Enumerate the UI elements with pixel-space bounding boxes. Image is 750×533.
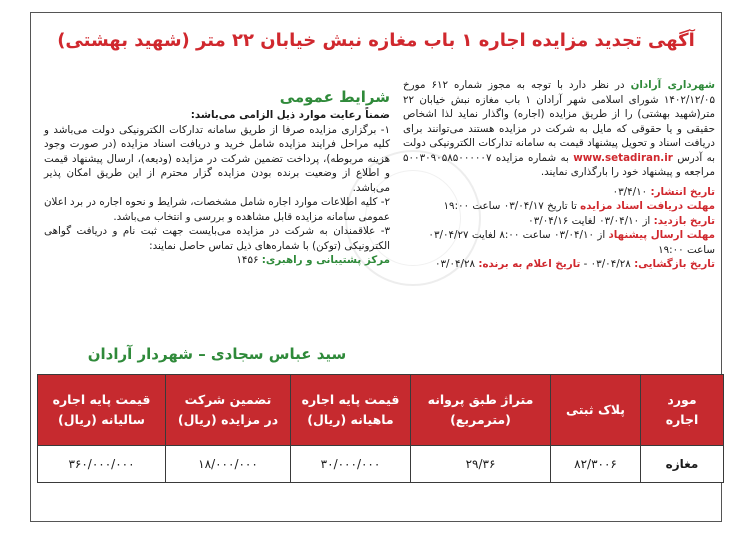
intro-text: در نظر دارد با توجه به مجوز شماره ۶۱۲ مورخ ۱۴۰۲/۱۲/۰۵ شورای اسلامی شهر آرادان ۱ باب مغازه نبش خیابان ۲۲ متر(شهید بهشتی) را از طریق مزایده (اجاره) واگذار نماید لذا اشخاص حقیقی و یا حقوقی که مایل به شرکت در مزایده هستند می‌توانند برای دریافت اسناد و تحویل پیشنهاد قیمت به سامانه تدارکات الکترونیکی دولت به آدرس (403, 79, 715, 164)
intro-paragraph (403, 78, 715, 180)
opening-value: ۰۳/۰۴/۲۸ (590, 258, 631, 270)
schedule-label: مهلت دریافت اسناد مزایده (580, 200, 715, 212)
mayor-signature: سید عباس سجادی – شهردار آرادان (87, 345, 347, 363)
column-header: مورد اجاره (641, 375, 724, 446)
ad-title: آگهی تجدید مزایده اجاره ۱ باب مغازه نبش خیابان ۲۲ متر (شهید بهشتی) (57, 30, 695, 51)
column-header: متراژ طبق پروانه (مترمربع) (411, 375, 551, 446)
schedule-value: از ۰۳/۰۴/۱۰ ساعت ۸:۰۰ لغایت ۰۳/۰۴/۲۷ ساعت ۱۹:۰۰ (428, 229, 715, 256)
table-row (38, 446, 724, 483)
column-header: تضمین شرکت در مزایده (ریال) (166, 375, 291, 446)
announcement-column (403, 78, 715, 272)
table-cell: ۳۰/۰۰۰/۰۰۰ (291, 446, 411, 483)
column-header: قیمت پایه اجاره سالیانه (ریال) (38, 375, 166, 446)
condition-item: ۱- برگزاری مزایده صرفا از طریق سامانه تدارکات الکترونیکی دولت می‌باشد و کلیه مراحل فرایند مزایده شامل خرید و دریافت اسناد مزایده (در صورت وجود هزینه مربوطه)، پرداخت تضمین شرکت در مزایده (ودیعه)، ارسال پیشنهاد قیمت و اطلاع از وضعیت برنده بودن مزایده گزار محترم از این طریق امکان پذیر می‌باشد. (44, 123, 390, 194)
schedule-value: از ۰۳/۰۴/۱۰ لغایت ۰۳/۰۴/۱۶ (528, 214, 651, 227)
schedule-list (403, 185, 715, 272)
schedule-label: تاریخ انتشار: (650, 185, 715, 198)
table-cell: ۲۹/۳۶ (411, 446, 551, 483)
opening-item (403, 257, 715, 272)
municipality-name: شهرداری آرادان (630, 79, 715, 91)
table-cell: مغازه (641, 446, 724, 483)
condition-item: ۲- کلیه اطلاعات موارد اجاره شامل مشخصات، شرایط و نحوه اجاره در برد اعلان عمومی سامانه مزایده قابل مشاهده و بررسی و انتخاب می‌باشد. (44, 196, 390, 223)
table-header-row (38, 375, 724, 446)
table-cell: ۸۲/۳۰۰۶ (551, 446, 641, 483)
schedule-item (403, 199, 715, 214)
conditions-column (44, 86, 390, 268)
support-number: ۱۴۵۶ (236, 254, 259, 266)
table-cell: ۱۸/۰۰۰/۰۰۰ (166, 446, 291, 483)
support-label: مرکز پشتیبانی و راهبری: (261, 254, 390, 266)
conditions-heading: شرایط عمومی (279, 88, 390, 106)
column-header: قیمت پایه اجاره ماهیانه (ریال) (291, 375, 411, 446)
schedule-label: تاریخ بازدید: (653, 214, 715, 227)
condition-item: ۳- علاقمندان به شرکت در مزایده می‌بایست جهت ثبت نام و دریافت گواهی الکترونیکی (توکن) با شماره‌های ذیل تماس حاصل نمایند: (44, 225, 390, 252)
column-header: پلاک ثبتی (551, 375, 641, 446)
schedule-value: تا تاریخ ۰۳/۰۴/۱۷ ساعت ۱۹:۰۰ (443, 200, 577, 212)
schedule-label: مهلت ارسال پیشنهاد (608, 229, 715, 241)
conditions-subheading: ضمناً رعایت موارد ذیل الزامی می‌باشد: (190, 109, 390, 121)
announce-label: تاریخ اعلام به برنده: (478, 258, 581, 270)
opening-separator: - (583, 258, 588, 270)
website-address: www.setadiran.ir (573, 151, 673, 164)
schedule-item (403, 185, 715, 200)
intro-text-end: به شماره مزایده ۵۰۰۳۰۹۰۵۸۵۰۰۰۰۰۷ مراجعه و پیشنهاد خود را بارگذاری نمایند. (403, 151, 715, 178)
announce-value: ۰۳/۰۴/۲۸ (434, 258, 476, 270)
support-center (44, 253, 390, 268)
schedule-value: ۰۳/۴/۱۰ (612, 185, 648, 198)
schedule-item (403, 228, 715, 257)
lease-table (37, 374, 724, 483)
opening-label: تاریخ بازگشایی: (634, 258, 715, 270)
schedule-item (403, 214, 715, 229)
table-cell: ۳۶۰/۰۰۰/۰۰۰ (38, 446, 166, 483)
